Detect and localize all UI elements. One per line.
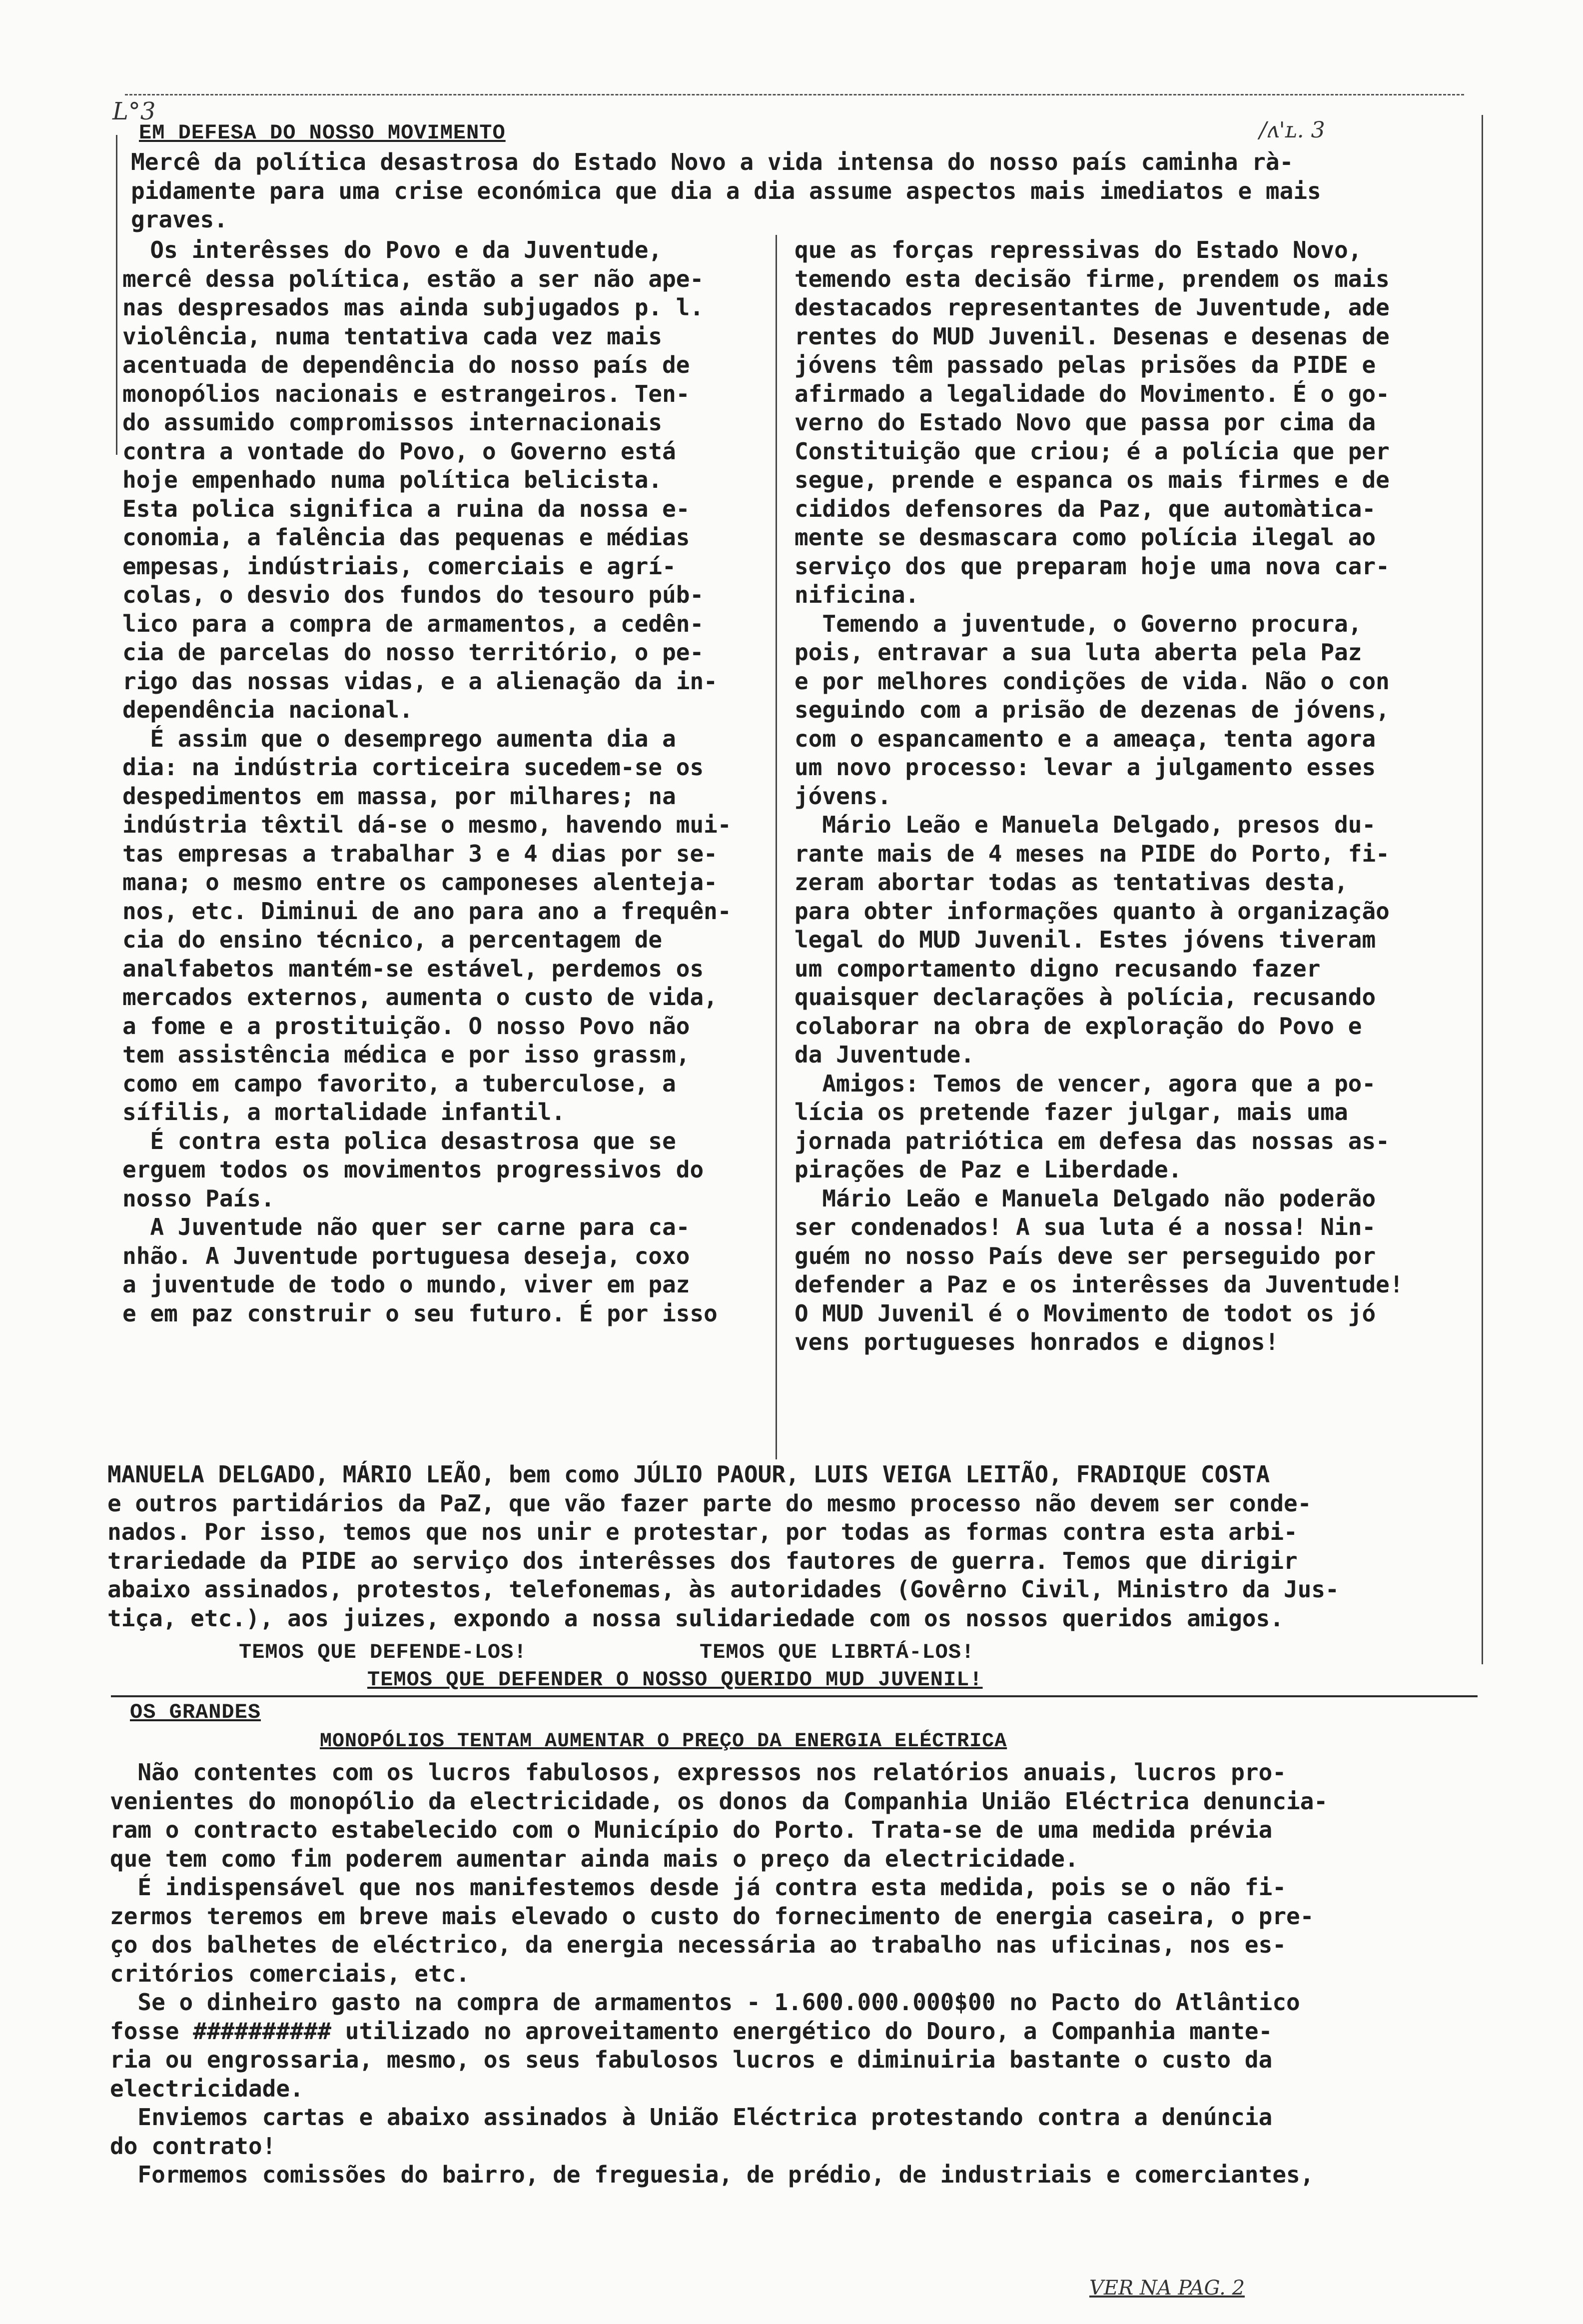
margin-note-top: L°3	[112, 97, 156, 125]
slogan-free: TEMOS QUE LIBRTÁ-LOS!	[700, 1640, 975, 1664]
margin-note-top-right: /ʌ'ʟ. 3	[1259, 117, 1325, 143]
margin-note-bottom: VER NA PAG. 2	[1089, 2277, 1245, 2300]
article-separator	[111, 1695, 1478, 1697]
right-column: que as forças repressivas do Estado Novo, temendo esta decisão firme, prendem os mais destacados representantes de Juventude, ade rentes do MUD Juvenil. Desenas e desenas de jóvens têm passado pelas prisões da PIDE e afirmado a legalidade do Movimento. É o go- verno do Estado Novo que passa por cima da Constituição que criou; é a polícia que per segue, prende e espanca os mais firmes e de cididos defensores da Paz, que automàtica- mente se desmascara como polícia ilegal ao serviço dos que preparam hoje uma nova car- nificina. Temendo a juventude, o Governo procura, pois, entravar a sua luta aberta pela Paz e por melhores condições de vida. Não o con seguindo com a prisão de dezenas de jóvens, com o espancamento e a ameaça, tenta agora um novo processo: levar a julgamento esses jóvens. Mário Leão e Manuela Delgado, presos du- rante mais de 4 meses na PIDE do Porto, fi- zeram abortar todas as tentativas desta, para obter informações quanto à organização legal do MUD Juvenil. Estes jóvens tiveram um comportamento digno recusando fazer quaisquer declarações à polícia, recusando colaborar na obra de exploração do Povo e da Juventude. Amigos: Temos de vencer, agora que a po- lícia os pretende fazer julgar, mais uma jornada patriótica em defesa das nossas as- pirações de Paz e Liberdade. Mário Leão e Manuela Delgado não poderão ser condenados! A sua luta é a nossa! Nin- guém no nosso País deve ser perseguido por defender a Paz e os interêsses da Juventude! O MUD Juvenil é o Movimento de todot os jó vens portugueses honrados e dignos!	[794, 236, 1404, 1355]
article2-heading-os-grandes: OS GRANDES	[130, 1700, 261, 1724]
left-column: Os interêsses do Povo e da Juventude, mercê dessa política, estão a ser não ape- nas despresados mas ainda subjugados p. l. violência, numa tentativa cada vez mais acentuada de dependência do nosso país de monopólios nacionais e estrangeiros. Ten- do assumido compromissos internacionais contra a vontade do Povo, o Governo está hoje empenhado numa política belicista. Esta polica significa a ruina da nossa e- conomia, a falência das pequenas e médias empesas, indústriais, comerciais e agrí- colas, o desvio dos fundos do tesouro púb- lico para a compra de armamentos, a cedên- cia de parcelas do nosso território, o pe- rigo das nossas vidas, e a alienação da in- dependência nacional. É assim que o desemprego aumenta dia a dia: na indústria corticeira sucedem-se os despedimentos em massa, por milhares; na indústria têxtil dá-se o mesmo, havendo mui- tas empresas a trabalhar 3 e 4 dias por se- mana; o mesmo entre os camponeses alenteja- nos, etc. Diminui de ano para ano a frequên- cia do ensino técnico, a percentagem de analfabetos mantém-se estável, perdemos os mercados externos, aumenta o custo de vida, a fome e a prostituição. O nosso Povo não tem assistência médica e por isso grassm, como em campo favorito, a tuberculose, a sífilis, a mortalidade infantil. É contra esta polica desastrosa que se erguem todos os movimentos progressivos do nosso País. A Juventude não quer ser carne para ca- nhão. A Juventude portuguesa deseja, coxo a juventude de todo o mundo, viver em paz e em paz construir o seu futuro. É por isso	[122, 236, 732, 1327]
top-rule	[125, 94, 1464, 95]
slogan-defend: TEMOS QUE DEFENDE-LOS!	[239, 1640, 527, 1664]
article2-body: Não contentes com os lucros fabulosos, expressos nos relatórios anuais, lucros pro- venientes do monopólio da electricidade, os donos da Companhia União Eléctrica denuncia- ram o contracto estabelecido com o Município do Porto. Trata-se de uma medida prévia que tem como fim poderem aumentar ainda mais o preço da electricidade. É indispensável que nos manifestemos desde já contra esta medida, pois se o não fi- zermos teremos em breve mais elevado o custo do fornecimento de energia caseira, o pre- ço dos balhetes de eléctrico, da energia necessária ao trabalho nas uficinas, nos es- critórios comerciais, etc. Se o dinheiro gasto na compra de armamentos - 1.600.000.000$00 no Pacto do Atlântico fosse ########## utilizado no aproveitamento energético do Douro, a Companhia mante- ria ou engrossaria, mesmo, os seus fabulosos lucros e diminuiria bastante o custo da electricidade. Enviemos cartas e abaixo assinados à União Eléctrica protestando contra a denúncia do contrato! Formemos comissões do bairro, de freguesia, de prédio, de industriais e comerciantes,	[110, 1759, 1328, 2188]
article-intro: Mercê da política desastrosa do Estado Novo a vida intensa do nosso país caminha rà- pidamente para uma crise económica que dia a dia assume aspectos mais imediatos e mais graves.	[131, 148, 1321, 233]
slogan-mud-juvenil: TEMOS QUE DEFENDER O NOSSO QUERIDO MUD JUVENIL!	[367, 1668, 983, 1692]
article-title: EM DEFESA DO NOSSO MOVIMENTO	[139, 121, 506, 145]
right-margin-line	[1482, 115, 1483, 1664]
article2-heading-monopolios: MONOPÓLIOS TENTAM AUMENTAR O PREÇO DA ENERGIA ELÉCTRICA	[320, 1730, 1007, 1753]
full-width-paragraph: MANUELA DELGADO, MÁRIO LEÃO, bem como JÚLIO PAOUR, LUIS VEIGA LEITÃO, FRADIQUE COSTA e outros partidários da PaZ, que vão fazer parte do mesmo processo não devem ser conde- nados. Por isso, temos que nos unir e protestar, por todas as formas contra esta arbi- trariedade da PIDE ao serviço dos interêsses dos fautores de guerra. Temos que dirigir abaixo assinados, protestos, telefonemas, às autoridades (Govêrno Civil, Ministro da Jus- tiça, etc.), aos juizes, expondo a nossa sulidariedade com os nossos queridos amigos.	[107, 1461, 1339, 1632]
left-margin-line	[116, 135, 117, 455]
column-divider	[776, 235, 777, 1459]
